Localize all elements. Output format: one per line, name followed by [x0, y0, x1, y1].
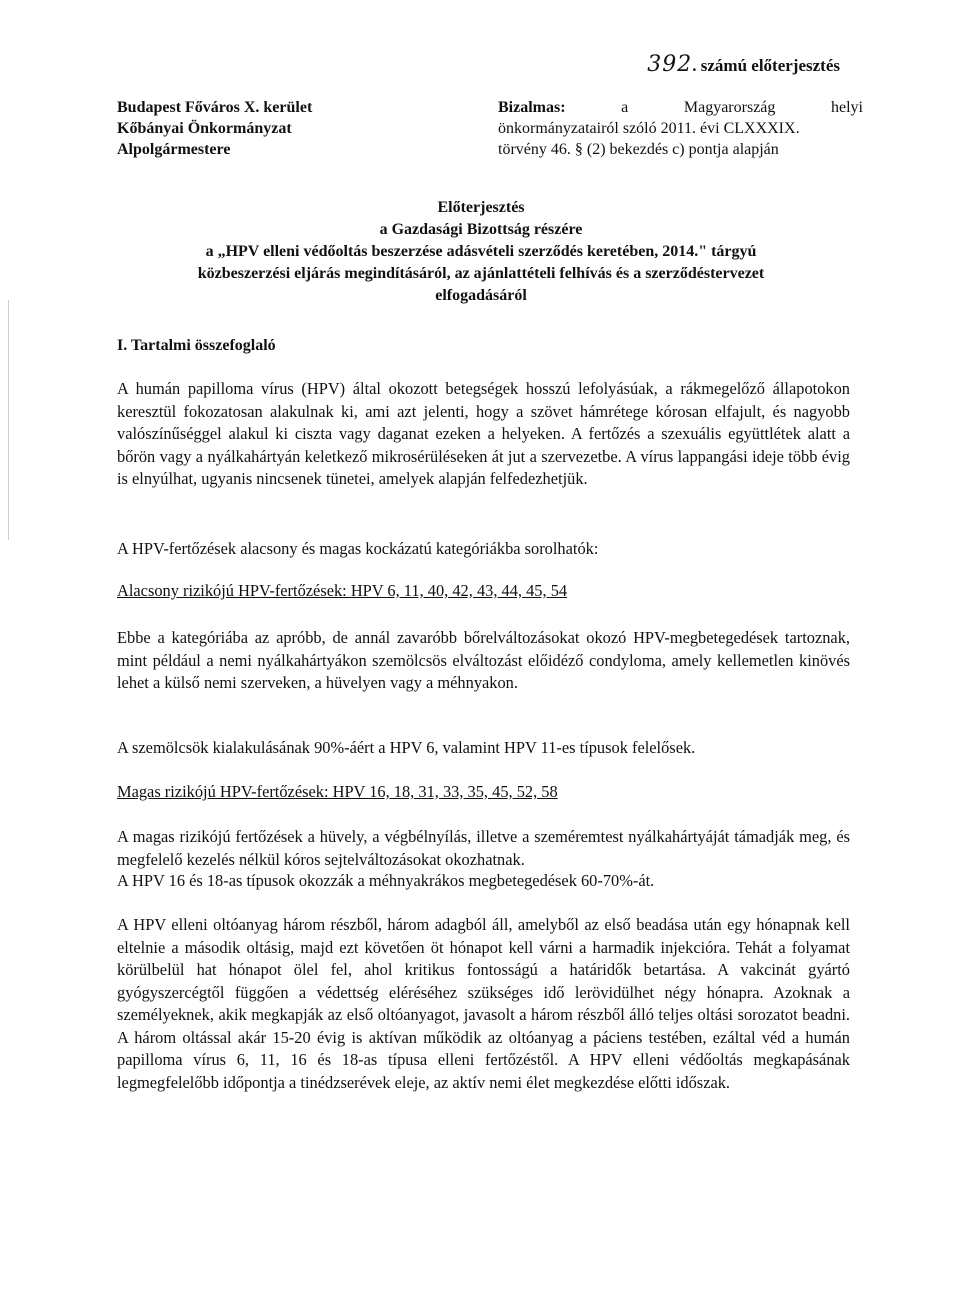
- basis-word-3: helyi: [831, 99, 863, 116]
- title-line-3: a „HPV elleni védőoltás beszerzése adásvételi szerződés keretében, 2014." tárgyú: [205, 243, 757, 260]
- scan-margin-line: [8, 300, 9, 540]
- paragraph-5a: A magas rizikójú fertőzések a hüvely, a végbélnyílás, illetve a szeméremtest nyálkahártyáját támadják meg, és megfelelő kezelés nélkül kóros sejtelváltozásokat okozhatnak.: [117, 827, 850, 869]
- issuer-line-1: Budapest Főváros X. kerület: [117, 99, 313, 116]
- document-number-line: [647, 52, 840, 77]
- basis-line-3: törvény 46. § (2) bekezdés c) pontja alapján: [498, 141, 779, 158]
- issuer-line-2: Kőbányai Önkormányzat: [117, 120, 292, 137]
- high-risk-heading: Magas rizikójú HPV-fertőzések: HPV 16, 18, 31, 33, 35, 45, 52, 58: [117, 782, 558, 801]
- section-heading: I. Tartalmi összefoglaló: [117, 337, 276, 354]
- handwritten-document-number: 392: [647, 52, 693, 77]
- basis-line-1: [498, 97, 863, 118]
- confidential-label: Bizalmas:: [498, 99, 566, 116]
- title-line-5: elfogadásáról: [435, 287, 527, 304]
- document-title: [120, 197, 842, 307]
- title-line-1: Előterjesztés: [437, 199, 525, 216]
- title-line-4: közbeszerzési eljárás megindításáról, az ajánlattételi felhívás és a szerződéstervezet: [197, 265, 765, 282]
- confidentiality-basis-block: [498, 97, 863, 160]
- paragraph-2: A HPV-fertőzések alacsony és magas kockázatú kategóriákba sorolhatók:: [117, 539, 599, 558]
- issuer-block: [117, 97, 312, 160]
- paragraph-6: A HPV elleni oltóanyag három részből, három adagból áll, amelyből az első beadása után egy hónapnak kell eltelnie a második oltásig, majd ezt követően öt hónapot kell várni a harmadik injekcióra. Tehát a folyamat körülbelül hat hónapot ölel fel, ahol kritikus fontosságú a határidők betartása. A vakcinát gyártó gyógyszercégtől függően a védettség eléréséhez szükséges idő lerövidülhet négy hónapra. Azoknak a személyeknek, akik megkapják az első oltóanyagot, javasolt a három részből álló teljes oltási sorozatot beadni. A három oltással akár 15-20 évig is aktívan működik az oltóanyag a páciens testében, ezáltal véd a humán papilloma vírus 6, 11, 16 és 18-as típusa elleni fertőzéstől. A HPV elleni védőoltás megkapásának legmegfelelőbb időpontja a tinédzserévek eleje, az aktív nemi élet megkezdése előtti időszak.: [117, 915, 850, 1092]
- basis-word-2: Magyarország: [683, 99, 776, 116]
- basis-line-2: önkormányzatairól szóló 2011. évi CLXXXIX.: [498, 120, 800, 137]
- low-risk-heading: Alacsony rizikójú HPV-fertőzések: HPV 6, 11, 40, 42, 43, 44, 45, 54: [117, 581, 568, 600]
- paragraph-5b: A HPV 16 és 18-as típusok okozzák a méhnyakrákos megbetegedések 60-70%-át.: [117, 871, 655, 890]
- paragraph-3: Ebbe a kategóriába az apróbb, de annál zavaróbb bőrelváltozásokat okozó HPV-megbetegedések tartoznak, mint például a nemi nyálkahártyákon szemölcsös elváltozást előidéző condyloma, amely kellemetlen kinövés lehet a külső nemi szerveken, a hüvelyen vagy a méhnyakon.: [117, 628, 850, 692]
- paragraph-4: A szemölcsök kialakulásának 90%-áért a HPV 6, valamint HPV 11-es típusok felelősek.: [117, 738, 696, 757]
- title-line-2: a Gazdasági Bizottság részére: [379, 221, 583, 238]
- document-label: . számú előterjesztés: [692, 56, 840, 75]
- basis-word-1: a: [621, 99, 629, 116]
- paragraph-1: A humán papilloma vírus (HPV) által okozott betegségek hosszú lefolyásúak, a rákmegelőző állapotokon keresztül fokozatosan alakulnak ki, ami azt jelenti, hogy a szövet hámrétege kórosan elfajult, és nagyobb valószínűséggel alakul ki ciszta vagy daganat ezeken a helyeken. A fertőzés a szexuális együttlétek alatt a bőrön vagy a nyálkahártyán keletkező mikrosérüléseken át jut a szervezetbe. A vírus lappangási ideje több évig is elnyúlhat, ugyanis nincsenek tünetei, amelyek alapján felfedezhetjük.: [117, 379, 850, 488]
- issuer-line-3: Alpolgármestere: [117, 141, 231, 158]
